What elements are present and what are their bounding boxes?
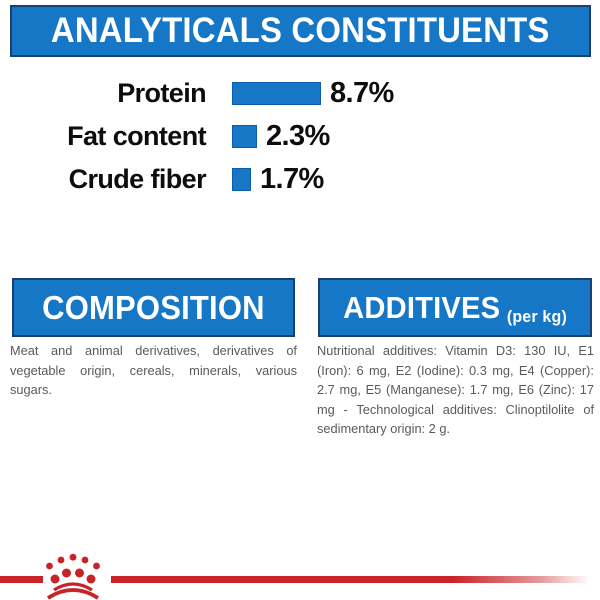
chart-category-label: Protein [117,78,206,108]
chart-row [8,72,394,115]
chart-bar [232,82,321,105]
additives-body-text: Nutritional additives: Vitamin D3: 130 IU, E1 (Iron): 6 mg, E2 (Iodine): 0.3 mg, E4 (Copper): 2.7 mg, E5 (Manganese): 1.7 mg, E6 (Zinc): 17 mg - Technological additives: Clinoptilolite of sedimentary origin: 2 g. [317,343,594,436]
additives-title-text: ADDITIVES [343,289,501,325]
chart-bar [232,125,257,148]
royal-canin-crown-logo [44,553,108,600]
chart-value-label: 8.7% [330,77,394,109]
additives-header [318,278,592,337]
analyticals-title: ANALYTICALS CONSTITUENTS [51,11,550,50]
chart-value-label: 1.7% [260,163,324,195]
composition-title: COMPOSITION [42,288,265,326]
analyticals-chart [8,72,394,201]
chart-value-label: 2.3% [266,120,330,152]
chart-category-label: Fat content [67,121,206,151]
analyticals-header [10,5,591,57]
chart-bar [232,168,251,191]
additives-title-suffix: (per kg) [506,306,567,326]
chart-row [8,158,394,201]
crown-paw-icon [44,553,108,600]
brand-stripe-left [0,576,43,583]
chart-category-label: Crude fiber [68,164,206,194]
additives-title [343,290,567,326]
composition-header [12,278,295,337]
composition-body-text: Meat and animal derivatives, derivatives of vegetable origin, cereals, minerals, various sugars. [10,343,297,397]
brand-stripe-right [111,576,600,583]
chart-row [8,115,394,158]
